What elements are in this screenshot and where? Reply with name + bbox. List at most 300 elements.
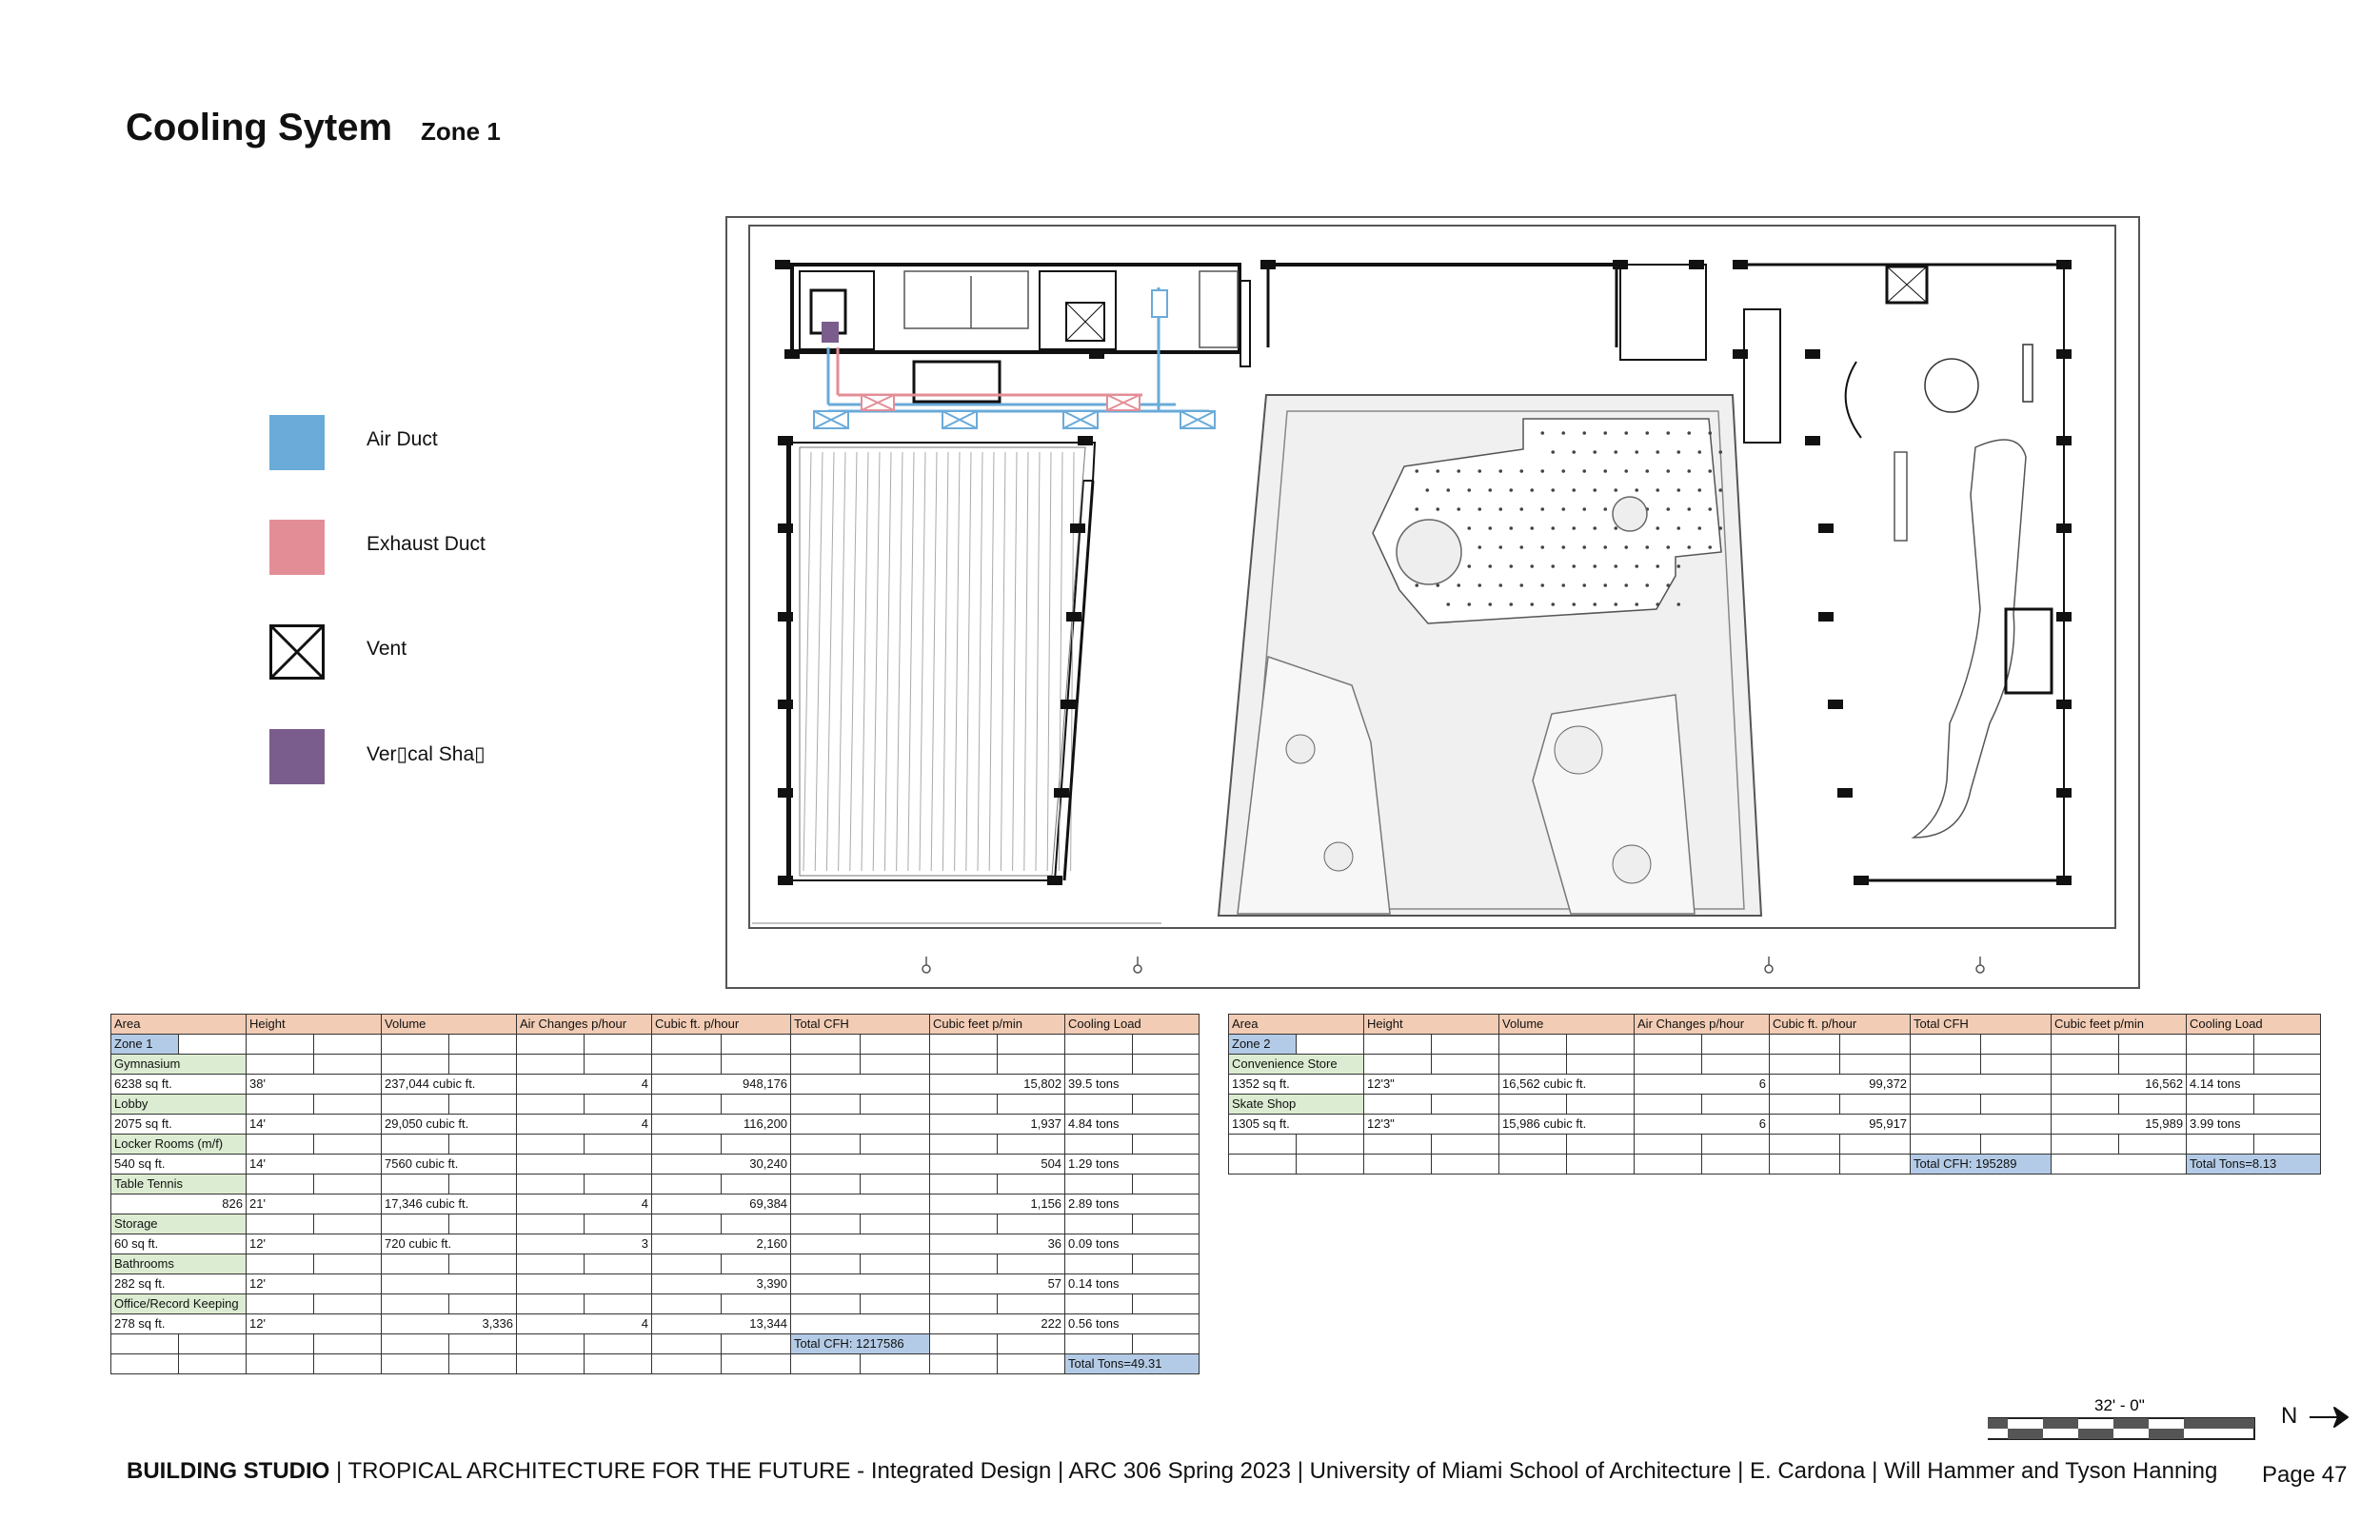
- table-cell: [585, 1035, 652, 1055]
- footer: [127, 1458, 2217, 1485]
- room-cfm: 16,562: [2052, 1075, 2187, 1095]
- room-area: 2075 sq ft.: [111, 1115, 247, 1135]
- table-cell: [861, 1175, 930, 1194]
- table-cell: [517, 1334, 585, 1354]
- table-cell: [998, 1294, 1065, 1314]
- table-cell: [1364, 1055, 1432, 1075]
- table-cell: [517, 1035, 585, 1055]
- table-cell: [1432, 1155, 1499, 1175]
- room-name: Convenience Store: [1229, 1055, 1364, 1075]
- totals-row: [1229, 1155, 2321, 1175]
- room-name: Table Tennis: [111, 1175, 247, 1194]
- table-cell: [652, 1294, 722, 1314]
- table-cell: [722, 1334, 791, 1354]
- room-total-cfh: [791, 1274, 930, 1294]
- table-cell: [1133, 1055, 1200, 1075]
- table-cell: [517, 1254, 585, 1274]
- room-name-row: [1229, 1095, 2321, 1115]
- room-air-changes: 4: [517, 1314, 652, 1334]
- table-cell: [247, 1135, 314, 1155]
- room-cfh: 95,917: [1770, 1115, 1911, 1135]
- table-cell: [1635, 1135, 1702, 1155]
- table-cell: [449, 1175, 517, 1194]
- table-cell: [998, 1035, 1065, 1055]
- table-cell: [382, 1354, 449, 1374]
- room-cooling-load: 3.99 tons: [2187, 1115, 2321, 1135]
- table-cell: [652, 1214, 722, 1234]
- table-cell: [1635, 1055, 1702, 1075]
- legend-label-vertical-shaft: Ver▯cal Sha▯: [367, 743, 486, 765]
- room-data-row: [1229, 1075, 2321, 1095]
- table-cell: [2254, 1035, 2321, 1055]
- room-total-cfh: [1911, 1115, 2052, 1135]
- header-row: [111, 1015, 1200, 1035]
- total-cfh-row: [111, 1334, 1200, 1354]
- table-cell: [111, 1334, 179, 1354]
- table-cell: [1364, 1155, 1432, 1175]
- column-header: Height: [1364, 1015, 1499, 1035]
- table-cell: [585, 1175, 652, 1194]
- room-area: 60 sq ft.: [111, 1234, 247, 1254]
- room-name-row: [1229, 1055, 2321, 1075]
- table-cell: [1770, 1155, 1840, 1175]
- table-cell: [791, 1055, 861, 1075]
- table-cell: [1840, 1155, 1911, 1175]
- room-air-changes: 6: [1635, 1075, 1770, 1095]
- scale-label: 32' - 0": [2094, 1396, 2145, 1414]
- table-cell: [1364, 1095, 1432, 1115]
- table-cell: [861, 1294, 930, 1314]
- table-cell: [247, 1035, 314, 1055]
- table-cell: [1981, 1095, 2052, 1115]
- legend-item-air-duct: [269, 415, 650, 470]
- table-cell: [585, 1334, 652, 1354]
- header-row: [1229, 1015, 2321, 1035]
- room-cfm: 222: [930, 1314, 1065, 1334]
- table-cell: [930, 1294, 998, 1314]
- table-cell: [1065, 1334, 1133, 1354]
- room-cooling-load: 39.5 tons: [1065, 1075, 1200, 1095]
- table-cell: [449, 1354, 517, 1374]
- zone-label: Zone 2: [1229, 1035, 1297, 1055]
- table-cell: [179, 1035, 247, 1055]
- table-cell: [2052, 1035, 2119, 1055]
- table-cell: [2119, 1135, 2187, 1155]
- room-cfh: 99,372: [1770, 1075, 1911, 1095]
- table-cell: [314, 1254, 382, 1274]
- table-cell: [1499, 1135, 1567, 1155]
- room-volume: 237,044 cubic ft.: [382, 1075, 517, 1095]
- table-cell: [517, 1095, 585, 1115]
- table-cell: [791, 1175, 861, 1194]
- floor-plan: [724, 215, 2142, 991]
- table-cell: [517, 1055, 585, 1075]
- zone-row: [111, 1035, 1200, 1055]
- table-cell: [930, 1214, 998, 1234]
- table-cell: [1770, 1055, 1840, 1075]
- table-cell: [861, 1055, 930, 1075]
- room-name-row: [111, 1055, 1200, 1075]
- table-cell: [1840, 1035, 1911, 1055]
- table-cell: [998, 1254, 1065, 1274]
- room-cfh: 13,344: [652, 1314, 791, 1334]
- table-cell: [247, 1334, 314, 1354]
- table-cell: [585, 1095, 652, 1115]
- table-cell: [314, 1055, 382, 1075]
- table-cell: [930, 1354, 998, 1374]
- exhaust-duct-swatch: [269, 520, 325, 575]
- table-cell: [314, 1334, 382, 1354]
- table-cell: [1770, 1035, 1840, 1055]
- room-cfm: 36: [930, 1234, 1065, 1254]
- table-cell: [2254, 1135, 2321, 1155]
- table-cell: [1635, 1095, 1702, 1115]
- table-cell: [314, 1095, 382, 1115]
- legend-item-vent: [269, 624, 650, 680]
- room-data-row: [111, 1194, 1200, 1214]
- table-cell: [930, 1334, 998, 1354]
- table-cell: [930, 1135, 998, 1155]
- table-cell: [1840, 1135, 1911, 1155]
- room-total-cfh: [791, 1155, 930, 1175]
- table-cell: [382, 1055, 449, 1075]
- table-cell: [314, 1035, 382, 1055]
- room-air-changes: 6: [1635, 1115, 1770, 1135]
- table-cell: [2119, 1055, 2187, 1075]
- table-cell: [722, 1035, 791, 1055]
- table-cell: [722, 1354, 791, 1374]
- room-air-changes: 3: [517, 1234, 652, 1254]
- table-cell: [449, 1254, 517, 1274]
- table-cell: [449, 1095, 517, 1115]
- north-arrow-icon: [2308, 1405, 2350, 1430]
- room-cooling-load: 1.29 tons: [1065, 1155, 1200, 1175]
- table-cell: [930, 1095, 998, 1115]
- room-data-row: [111, 1155, 1200, 1175]
- room-name: Gymnasium: [111, 1055, 247, 1075]
- room-data-row: [111, 1115, 1200, 1135]
- column-header: Cubic ft. p/hour: [652, 1015, 791, 1035]
- footer-text: | TROPICAL ARCHITECTURE FOR THE FUTURE - Integrated Design | ARC 306 Spring 2023 | University of Miami School of Architecture | E. Cardona | Will Hammer and Tyson Hanning: [336, 1458, 2218, 1484]
- total-tons: Total Tons=49.31: [1065, 1354, 1200, 1374]
- table-cell: [247, 1214, 314, 1234]
- table-cell: [517, 1214, 585, 1234]
- column-header: Volume: [382, 1015, 517, 1035]
- room-name: Storage: [111, 1214, 247, 1234]
- scale-bar: [1988, 1393, 2273, 1441]
- table-cell: [1065, 1095, 1133, 1115]
- table-cell: [247, 1175, 314, 1194]
- room-cooling-load: 4.84 tons: [1065, 1115, 1200, 1135]
- table-cell: [1133, 1334, 1200, 1354]
- table-cell: [998, 1055, 1065, 1075]
- table-cell: [382, 1095, 449, 1115]
- table-cell: [1635, 1155, 1702, 1175]
- table-cell: [1981, 1055, 2052, 1075]
- room-name-row: [111, 1095, 1200, 1115]
- table-cell: [1770, 1135, 1840, 1155]
- air-duct-swatch: [269, 415, 325, 470]
- table-cell: [1065, 1254, 1133, 1274]
- room-air-changes: 4: [517, 1115, 652, 1135]
- table-cell: [861, 1214, 930, 1234]
- table-cell: [930, 1035, 998, 1055]
- north-label: N: [2281, 1403, 2298, 1429]
- room-total-cfh: [791, 1115, 930, 1135]
- room-area: 282 sq ft.: [111, 1274, 247, 1294]
- table-cell: [1065, 1175, 1133, 1194]
- room-cooling-load: 4.14 tons: [2187, 1075, 2321, 1095]
- table-cell: [1635, 1035, 1702, 1055]
- table-cell: [861, 1254, 930, 1274]
- room-data-row: [111, 1274, 1200, 1294]
- room-cooling-load: 2.89 tons: [1065, 1194, 1200, 1214]
- table-cell: [449, 1135, 517, 1155]
- table-cell: [998, 1175, 1065, 1194]
- table-cell: [382, 1035, 449, 1055]
- table-cell: [2187, 1055, 2254, 1075]
- column-header: Area: [1229, 1015, 1364, 1035]
- footer-studio: BUILDING STUDIO: [127, 1458, 330, 1484]
- table-cell: [585, 1214, 652, 1234]
- table-cell: [1133, 1175, 1200, 1194]
- spacer-row: [1229, 1135, 2321, 1155]
- room-cooling-load: 0.14 tons: [1065, 1274, 1200, 1294]
- table-cell: [585, 1294, 652, 1314]
- table-cell: [1911, 1135, 1981, 1155]
- room-total-cfh: [791, 1314, 930, 1334]
- table-cell: [861, 1354, 930, 1374]
- room-height: 14': [247, 1155, 382, 1175]
- table-cell: [314, 1214, 382, 1234]
- zone2-schedule-table: [1228, 1014, 2321, 1175]
- room-area: 278 sq ft.: [111, 1314, 247, 1334]
- table-cell: [998, 1334, 1065, 1354]
- room-area: 540 sq ft.: [111, 1155, 247, 1175]
- room-total-cfh: [791, 1194, 930, 1214]
- table-cell: [517, 1354, 585, 1374]
- column-header: Air Changes p/hour: [1635, 1015, 1770, 1035]
- table-cell: [930, 1055, 998, 1075]
- table-cell: [1133, 1294, 1200, 1314]
- room-cfm: 504: [930, 1155, 1065, 1175]
- table-cell: [449, 1214, 517, 1234]
- room-name: Office/Record Keeping: [111, 1294, 247, 1314]
- column-header: Air Changes p/hour: [517, 1015, 652, 1035]
- column-header: Cooling Load: [2187, 1015, 2321, 1035]
- table-cell: [861, 1095, 930, 1115]
- table-cell: [179, 1354, 247, 1374]
- column-header: Height: [247, 1015, 382, 1035]
- room-height: 12'3": [1364, 1075, 1499, 1095]
- room-area: 826: [111, 1194, 247, 1214]
- table-cell: [1499, 1155, 1567, 1175]
- table-cell: [1065, 1055, 1133, 1075]
- room-name-row: [111, 1135, 1200, 1155]
- table-cell: [1499, 1035, 1567, 1055]
- table-cell: [930, 1254, 998, 1274]
- table-cell: [652, 1334, 722, 1354]
- table-cell: [247, 1354, 314, 1374]
- table-cell: [1567, 1055, 1635, 1075]
- room-cfh: 69,384: [652, 1194, 791, 1214]
- vertical-shaft-swatch: [269, 729, 325, 784]
- column-header: Cooling Load: [1065, 1015, 1200, 1035]
- table-cell: [2187, 1095, 2254, 1115]
- table-cell: [998, 1095, 1065, 1115]
- room-volume: 29,050 cubic ft.: [382, 1115, 517, 1135]
- table-cell: [2052, 1095, 2119, 1115]
- table-cell: [1297, 1035, 1364, 1055]
- table-cell: [722, 1055, 791, 1075]
- column-header: Area: [111, 1015, 247, 1035]
- table-cell: [791, 1035, 861, 1055]
- table-cell: [517, 1135, 585, 1155]
- table-cell: [247, 1254, 314, 1274]
- table-cell: [314, 1354, 382, 1374]
- table-cell: [449, 1035, 517, 1055]
- room-name: Skate Shop: [1229, 1095, 1364, 1115]
- room-cfm: 57: [930, 1274, 1065, 1294]
- table-cell: [314, 1135, 382, 1155]
- table-cell: [382, 1214, 449, 1234]
- table-cell: [1499, 1055, 1567, 1075]
- column-header: Volume: [1499, 1015, 1635, 1035]
- zone-subtitle: Zone 1: [421, 117, 501, 146]
- room-cfm: 1,156: [930, 1194, 1065, 1214]
- table-cell: [652, 1175, 722, 1194]
- room-data-row: [111, 1234, 1200, 1254]
- table-cell: [382, 1334, 449, 1354]
- room-cfh: 2,160: [652, 1234, 791, 1254]
- table-cell: [1702, 1155, 1770, 1175]
- table-cell: [1911, 1095, 1981, 1115]
- room-cfh: 116,200: [652, 1115, 791, 1135]
- column-header: Cubic feet p/min: [930, 1015, 1065, 1035]
- page-number: Page 47: [2262, 1462, 2348, 1488]
- room-volume: 3,336: [382, 1314, 517, 1334]
- table-cell: [1133, 1214, 1200, 1234]
- table-cell: [1770, 1095, 1840, 1115]
- table-cell: [652, 1354, 722, 1374]
- table-cell: [791, 1135, 861, 1155]
- table-cell: [2187, 1135, 2254, 1155]
- table-cell: [998, 1354, 1065, 1374]
- room-height: 14': [247, 1115, 382, 1135]
- room-volume: 15,986 cubic ft.: [1499, 1115, 1635, 1135]
- table-cell: [1567, 1095, 1635, 1115]
- table-cell: [930, 1175, 998, 1194]
- room-volume: 17,346 cubic ft.: [382, 1194, 517, 1214]
- room-total-cfh: [791, 1075, 930, 1095]
- total-tons-row: [111, 1354, 1200, 1374]
- room-name: Bathrooms: [111, 1254, 247, 1274]
- table-cell: [1840, 1055, 1911, 1075]
- table-cell: [585, 1254, 652, 1274]
- room-name-row: [111, 1214, 1200, 1234]
- table-cell: [1911, 1055, 1981, 1075]
- room-name-row: [111, 1294, 1200, 1314]
- table-cell: [791, 1354, 861, 1374]
- room-cfm: 1,937: [930, 1115, 1065, 1135]
- table-cell: [585, 1055, 652, 1075]
- table-cell: [2119, 1095, 2187, 1115]
- room-volume: 16,562 cubic ft.: [1499, 1075, 1635, 1095]
- table-cell: [652, 1135, 722, 1155]
- table-cell: [1065, 1035, 1133, 1055]
- room-area: 1352 sq ft.: [1229, 1075, 1364, 1095]
- table-cell: [1702, 1095, 1770, 1115]
- table-cell: [585, 1135, 652, 1155]
- room-volume: [382, 1274, 517, 1294]
- table-cell: [998, 1214, 1065, 1234]
- table-cell: [449, 1294, 517, 1314]
- room-data-row: [111, 1314, 1200, 1334]
- table-cell: [111, 1354, 179, 1374]
- table-cell: [791, 1294, 861, 1314]
- legend-label-air-duct: Air Duct: [367, 428, 438, 450]
- room-total-cfh: [791, 1234, 930, 1254]
- table-cell: [2052, 1135, 2119, 1155]
- room-name: Locker Rooms (m/f): [111, 1135, 247, 1155]
- table-cell: [2254, 1095, 2321, 1115]
- room-volume: 7560 cubic ft.: [382, 1155, 517, 1175]
- zone-label: Zone 1: [111, 1035, 179, 1055]
- table-cell: [247, 1055, 314, 1075]
- column-header: Total CFH: [791, 1015, 930, 1035]
- room-air-changes: 4: [517, 1075, 652, 1095]
- room-area: 1305 sq ft.: [1229, 1115, 1364, 1135]
- table-cell: [1229, 1155, 1297, 1175]
- table-cell: [1432, 1035, 1499, 1055]
- room-cooling-load: 0.56 tons: [1065, 1314, 1200, 1334]
- table-cell: [247, 1294, 314, 1314]
- table-cell: [382, 1135, 449, 1155]
- table-cell: [1297, 1135, 1364, 1155]
- legend-label-exhaust-duct: Exhaust Duct: [367, 533, 486, 555]
- table-cell: [1981, 1035, 2052, 1055]
- room-area: 6238 sq ft.: [111, 1075, 247, 1095]
- vent-icon: [269, 624, 325, 680]
- room-height: 12'3": [1364, 1115, 1499, 1135]
- table-cell: [2119, 1035, 2187, 1055]
- table-cell: [382, 1175, 449, 1194]
- table-cell: [1133, 1254, 1200, 1274]
- table-cell: [1567, 1155, 1635, 1175]
- table-cell: [1364, 1135, 1432, 1155]
- table-cell: [314, 1294, 382, 1314]
- table-cell: [314, 1175, 382, 1194]
- table-cell: [517, 1294, 585, 1314]
- table-cell: [1432, 1055, 1499, 1075]
- column-header: Cubic ft. p/hour: [1770, 1015, 1911, 1035]
- total-cfh: Total CFH: 1217586: [791, 1334, 930, 1354]
- room-cooling-load: 0.09 tons: [1065, 1234, 1200, 1254]
- room-name-row: [111, 1254, 1200, 1274]
- room-data-row: [1229, 1115, 2321, 1135]
- table-cell: [1065, 1214, 1133, 1234]
- room-cfm: 15,989: [2052, 1115, 2187, 1135]
- table-cell: [1911, 1035, 1981, 1055]
- table-cell: [652, 1095, 722, 1115]
- table-cell: [1840, 1095, 1911, 1115]
- room-name-row: [111, 1175, 1200, 1194]
- table-cell: [1702, 1055, 1770, 1075]
- table-cell: [652, 1254, 722, 1274]
- table-cell: [1229, 1135, 1297, 1155]
- table-cell: [1065, 1294, 1133, 1314]
- table-cell: [722, 1175, 791, 1194]
